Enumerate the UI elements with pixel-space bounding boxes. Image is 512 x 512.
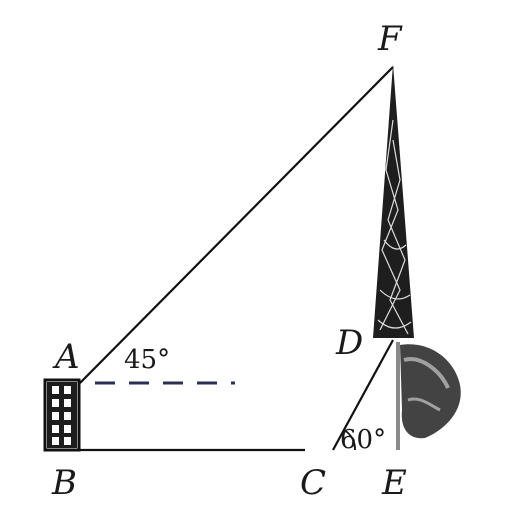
tree-blob [400,344,461,438]
label-angle-60: 60° [340,425,387,455]
label-point-d: D [336,323,364,363]
label-point-e: E [382,463,407,503]
label-point-f: F [378,19,402,59]
label-angle-45: 45° [124,345,171,375]
label-point-a: A [55,337,80,377]
tower [373,64,414,338]
label-point-b: B [52,463,77,503]
building [45,380,79,450]
label-point-c: C [300,463,327,503]
